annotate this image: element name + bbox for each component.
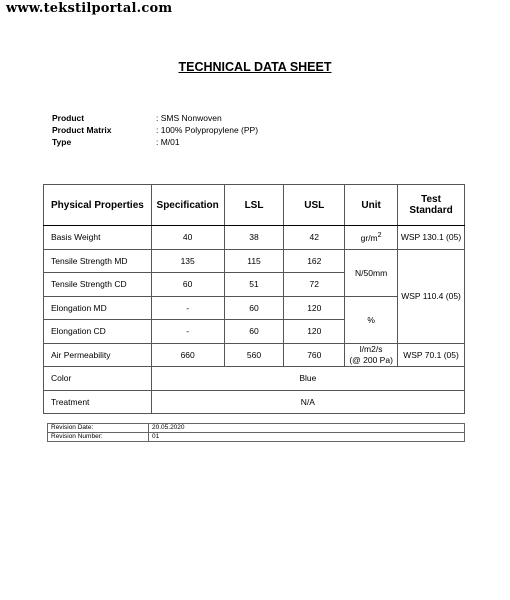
revision-number-label: Revision Number:	[48, 433, 149, 442]
property-cell: Elongation CD	[44, 320, 152, 344]
product-matrix-row	[52, 124, 258, 136]
table-row	[44, 390, 465, 414]
header-test-label: Test	[421, 194, 441, 205]
table-row	[44, 367, 465, 391]
unit-superscript: 2	[377, 231, 382, 240]
document-title: TECHNICAL DATA SHEET	[178, 60, 332, 74]
header-specification: Specification	[151, 185, 224, 226]
watermark-text: www.tekstilportal.com	[6, 1, 173, 16]
table-row	[44, 249, 465, 273]
unit-air-line2: (@ 200 Pa)	[349, 354, 393, 365]
revision-date-row	[48, 424, 465, 433]
color-label: Color	[44, 367, 152, 391]
usl-cell: 42	[284, 226, 345, 250]
lsl-cell: 60	[224, 296, 284, 320]
usl-cell: 120	[284, 320, 345, 344]
spec-cell: -	[151, 320, 224, 344]
type-label: Type	[52, 137, 72, 147]
treatment-label: Treatment	[44, 390, 152, 414]
product-value: : SMS Nonwoven	[156, 113, 222, 123]
unit-cell-elongation: %	[345, 296, 398, 343]
revision-number-row	[48, 433, 465, 442]
property-cell: Basis Weight	[44, 226, 152, 250]
type-row	[52, 136, 258, 148]
revision-number-value: 01	[149, 433, 465, 442]
lsl-cell: 51	[224, 273, 284, 297]
unit-cell-tensile: N/50mm	[345, 249, 398, 296]
product-matrix-value: : 100% Polypropylene (PP)	[156, 125, 259, 135]
lsl-cell: 38	[224, 226, 284, 250]
usl-cell: 120	[284, 296, 345, 320]
lsl-cell: 560	[224, 343, 284, 367]
spec-cell: 40	[151, 226, 224, 250]
header-usl: USL	[284, 185, 345, 226]
table-header-row	[44, 185, 465, 226]
type-value: : M/01	[156, 137, 180, 147]
table-row	[44, 226, 465, 250]
unit-cell-air	[345, 343, 398, 367]
revision-date-label: Revision Date:	[48, 424, 149, 433]
header-standard-label: Standard	[409, 205, 453, 216]
header-test-standard	[398, 185, 465, 226]
revision-table	[47, 423, 465, 442]
usl-cell: 162	[284, 249, 345, 273]
header-physical-properties: Physical Properties	[44, 185, 152, 226]
table-row	[44, 343, 465, 367]
product-label: Product	[52, 113, 85, 123]
lsl-cell: 60	[224, 320, 284, 344]
product-info	[52, 112, 258, 148]
spec-cell: 60	[151, 273, 224, 297]
standard-cell-basis-weight: WSP 130.1 (05)	[398, 226, 465, 250]
property-cell: Elongation MD	[44, 296, 152, 320]
header-unit: Unit	[345, 185, 398, 226]
spec-cell: 135	[151, 249, 224, 273]
revision-date-value: 20.05.2020	[149, 424, 465, 433]
unit-cell-basis-weight	[345, 226, 398, 250]
spec-cell: -	[151, 296, 224, 320]
property-cell: Air Permeability	[44, 343, 152, 367]
standard-cell-air: WSP 70.1 (05)	[398, 343, 465, 367]
color-value: Blue	[151, 367, 464, 391]
header-lsl: LSL	[224, 185, 284, 226]
properties-table	[43, 184, 465, 414]
treatment-value: N/A	[151, 390, 464, 414]
property-cell: Tensile Strength CD	[44, 273, 152, 297]
product-matrix-label: Product Matrix	[52, 125, 112, 135]
lsl-cell: 115	[224, 249, 284, 273]
standard-cell-tensile-elongation: WSP 110.4 (05)	[398, 249, 465, 343]
product-row	[52, 112, 258, 124]
unit-text: gr/m	[360, 233, 378, 244]
spec-cell: 660	[151, 343, 224, 367]
property-cell: Tensile Strength MD	[44, 249, 152, 273]
usl-cell: 760	[284, 343, 345, 367]
usl-cell: 72	[284, 273, 345, 297]
unit-air-line1: l/m2/s	[359, 343, 383, 354]
